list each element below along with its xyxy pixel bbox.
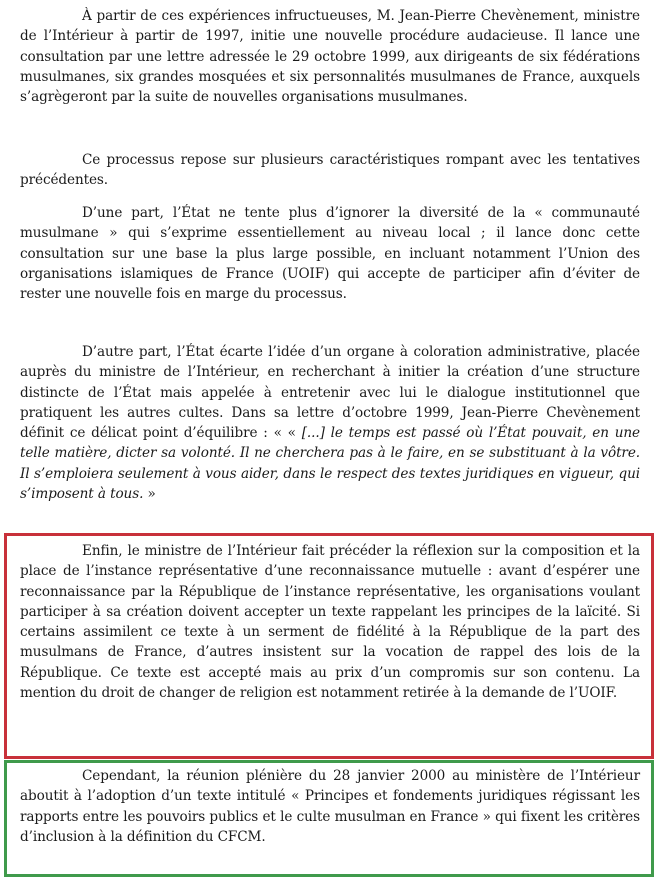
paragraph-organe-intro: D’autre part, l’État écarte l’idée d’un organe à coloration administrative, placée auprès du ministre de l’Intérieur, en recherchant à initier la création d’une structure distincte de l’État mais appelée à entretenir avec lui le dialogue institutionnel que pratiquent les autres cultes. Dans sa lettre d’octobre 1999, Jean-Pierre Chevènement définit ce délicat point d’équilibre : « « [20,344,640,442]
paragraph-consultation: À partir de ces expériences infructueuses, M. Jean-Pierre Chevènement, ministre de l’Intérieur à partir de 1997, initie une nouvelle procédure audacieuse. Il lance une consultation par une lettre adressée le 29 octobre 1999, aux dirigeants de six fédérations musulmanes, six grandes mosquées et six personnalités musulmanes de France, auxquels s’agrègeront par la suite de nouvelles organisations musulmanes. [20,8,640,106]
paragraph-organe-close: » [143,486,156,503]
paragraph-reconnaissance-mutuelle: Enfin, le ministre de l’Intérieur fait précéder la réflexion sur la composition et la place de l’instance représentative d’une reconnaissance mutuelle : avant d’espérer une reconnaissance par la République de l’instance représentative, les organisations voulant participer à sa création doivent accepter un texte rappelant les principes de la laïcité. Si certains assimilent ce texte à un serment de fidélité à la République de la part des musulmans de France, d’autres insistent sur la vocation de rappel des lois de la République. Ce texte est accepté mais au prix d’un compromis sur son contenu. La mention du droit de changer de religion est notamment retirée à la demande de l’UOIF. [20,543,640,702]
paragraph-processus: Ce processus repose sur plusieurs caractéristiques rompant avec les tentatives précédentes. [20,152,640,189]
chevenement-quote: [...] le temps est passé où l’État pouvait, en une telle matière, dicter sa volonté. Il ne cherchera pas à le faire, en se substituant à la vôtre. Il s’emploiera seulement à vous aider, dans le respect des textes juridiques en vigueur, qui s’imposent à tous. [20,425,640,503]
paragraph-reunion-pleniere: Cependant, la réunion plénière du 28 janvier 2000 au ministère de l’Intérieur aboutit à l’adoption d’un texte intitulé « Principes et fondements juridiques régissant les rapports entre les pouvoirs publics et le culte musulman en France » qui fixent les critères d’inclusion à la définition du CFCM. [20,768,640,845]
paragraph-diversite: D’une part, l’État ne tente plus d’ignorer la diversité de la « communauté musulmane » qui s’exprime essentiellement au niveau local ; il lance donc cette consultation sur une base la plus large possible, en incluant notamment l’Union des organisations islamiques de France (UOIF) qui accepte de participer afin d’éviter de rester une nouvelle fois en marge du processus. [20,205,640,303]
paragraph-organe [20,342,640,504]
